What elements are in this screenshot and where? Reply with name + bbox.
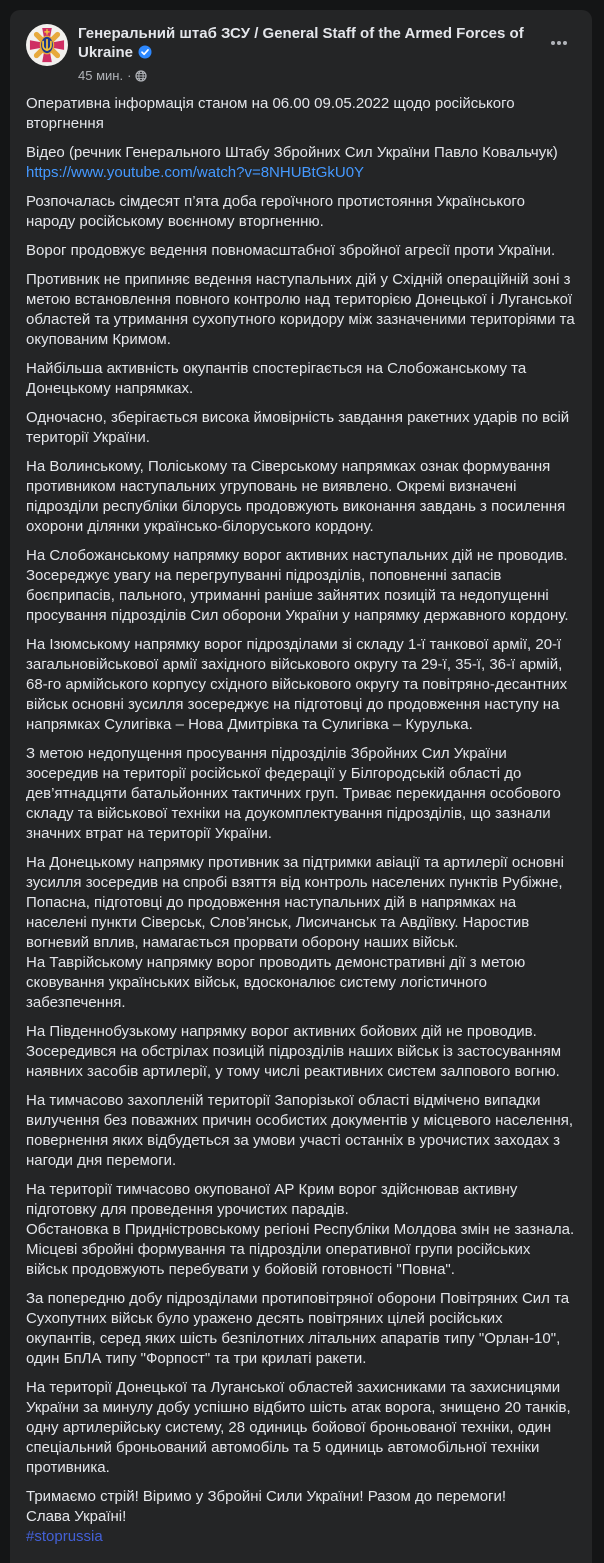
post-paragraph <box>26 1487 576 1547</box>
text-segment: На тимчасово захопленій території Запорізької області відмічено випадки вилучення без поважних причин особистих документів у місцевого населення, повернення яких відбудеться за умови участі останніх в урочистих заходах з нагоди дня перемоги. <box>26 1092 578 1169</box>
post-paragraph <box>26 241 576 261</box>
post-paragraph <box>26 457 576 537</box>
post-paragraph <box>26 408 576 448</box>
text-segment: Найбільша активність окупантів спостерігається на Слобожанському та Донецькому напрямках. <box>26 360 531 397</box>
post-paragraph <box>26 1289 576 1369</box>
text-segment: На Південнобузькому напрямку ворог активних бойових дій не проводив. Зосередився на обстрілах позицій підрозділів наших військ із застосуванням наявних засобів артилерії, у тому числі реактивних систем залпового вогню. <box>26 1023 566 1080</box>
facebook-post-card <box>10 10 592 1563</box>
text-segment: На території Донецької та Луганської областей захисниками та захисницями України за минулу добу успішно відбито шість атак ворога, знищено 20 танків, одну артилерійську систему, 28 одиниць бойової броньованої техніки, один спеціальний броньований автомобіль та 5 одиниць автомобільної техніки противника. <box>26 1379 575 1476</box>
post-header <box>10 10 592 88</box>
three-dots-icon <box>548 32 570 54</box>
post-meta-row <box>78 68 542 84</box>
text-segment: Одночасно, зберігається висока ймовірність завдання ракетних ударів по всій території України. <box>26 409 574 446</box>
page-name-link[interactable]: Генеральний штаб ЗСУ / General Staff of the Armed Forces of Ukraine <box>78 25 524 61</box>
globe-privacy-icon <box>135 70 147 82</box>
post-paragraph <box>26 635 576 735</box>
facebook-dark-page <box>0 10 604 1545</box>
text-segment: На території тимчасово окупованої АР Крим ворог здійснював активну підготовку для проведення урочистих парадів. <box>26 1181 522 1218</box>
hashtag-link[interactable]: #stoprussia <box>26 1528 103 1545</box>
post-paragraph <box>26 1091 576 1171</box>
text-segment: Відео (речник Генерального Штабу Збройних Сил України Павло Ковальчук) <box>26 144 558 161</box>
post-paragraph <box>26 359 576 399</box>
text-segment: За попередню добу підрозділами протиповітряної оборони Повітряних Сил та Сухопутних військ було уражено десять повітряних цілей російських окупантів, серед яких шість безпілотних літальних апаратів типу "Орлан-10", один БпЛА типу "Форпост" та три крилаті ракети. <box>26 1290 574 1367</box>
text-segment: Обстановка в Придністровському регіоні Республіки Молдова змін не зазнала. Місцеві збройні формування та підрозділи оперативної групи російських військ продовжують перебувати у бойовій готовності "Повна". <box>26 1221 579 1278</box>
text-segment: Противник не припиняє ведення наступальних дій у Східній операційній зоні з метою встановлення повного контролю над територією Донецької і Луганської областей та утримання сухопутного коридору між зазначеними територіями та окупованим Кримом. <box>26 271 579 348</box>
more-options-button[interactable] <box>542 26 576 60</box>
text-segment: Оперативна інформація станом на 06.00 09.05.2022 щодо російського вторгнення <box>26 95 519 132</box>
post-paragraph <box>26 1180 579 1280</box>
text-segment: На Таврійському напрямку ворог проводить демонстративні дії з метою сковування українських військ, вдосконалює систему логістичного забезпечення. <box>26 954 530 1011</box>
meta-separator: · <box>127 68 132 83</box>
post-paragraph <box>26 270 579 350</box>
post-paragraph <box>26 744 576 844</box>
post-paragraph <box>26 853 576 1013</box>
post-paragraph <box>26 546 576 626</box>
post-text-body <box>10 88 592 1563</box>
general-staff-emblem-icon <box>26 24 68 66</box>
youtube-link[interactable]: https://www.youtube.com/watch?v=8NHUBtGkU0Y <box>26 164 365 181</box>
text-segment: Розпочалась сімдесят п’ята доба героїчного протистояння Українського народу російському воєнному вторгненню. <box>26 193 530 230</box>
text-segment: З метою недопущення просування підрозділів Збройних Сил України зосередив на території російської федерації у Білгородській області до дев’ятнадцяти батальйонних тактичних груп. Триває перекидання особового складу та військової техніки на доукомплектування підрозділів, що зазнали значних втрат на території України. <box>26 745 566 842</box>
header-info <box>78 24 542 84</box>
post-paragraph <box>26 1378 576 1478</box>
text-segment: Ворог продовжує ведення повномасштабної збройної агресії проти України. <box>26 242 556 259</box>
text-segment: На Ізюмському напрямку ворог підрозділами зі складу 1-ї танкової армії, 20-ї загальновійськової армії західного військового округу та 29-ї, 35-ї, 36-ї армій, 68-го армійського корпусу східного військового округу та повітряно-десантних військ основні зусилля зосереджує на підготовці до продовження наступу на напрямках Сулигівка – Нова Дмитрівка та Сулигівка – Курулька. <box>26 636 572 733</box>
text-segment: Тримаємо стрій! Віримо у Збройні Сили України! Разом до перемоги! <box>26 1488 507 1505</box>
post-paragraph <box>26 1022 576 1082</box>
page-name-row <box>78 24 540 64</box>
post-paragraph <box>26 143 576 183</box>
page-avatar[interactable] <box>26 24 68 66</box>
post-paragraph <box>26 192 576 232</box>
text-segment: Слава Україні! <box>26 1508 127 1525</box>
verified-badge-icon <box>138 45 152 64</box>
post-paragraph <box>26 94 576 134</box>
text-segment: На Донецькому напрямку противник за підтримки авіації та артилерії основні зусилля зосередив на спробі взяття від контроль населених пунктів Рубіжне, Попасна, підготовці до продовження наступальних дій в напрямках на населені пункти Сіверськ, Слов’янськ, Лисичанськ та Авдіївку. Наростив вогневий вплив, намагається прорвати оборону наших військ. <box>26 854 569 951</box>
text-segment: На Слобожанському напрямку ворог активних наступальних дій не проводив. Зосереджує увагу на перегрупуванні підрозділів, поповненні запасів боєприпасів, пального, утриманні раніше зайнятих позицій та недопущенні просування підрозділів Сил оборони України у напрямку державного кордону. <box>26 547 572 624</box>
post-timestamp[interactable]: 45 мин. <box>78 68 124 83</box>
text-segment: На Волинському, Поліському та Сіверському напрямках ознак формування противником наступальних угруповань не виявлено. Окремі визначені підрозділи республіки білорусь продовжують виконання завдань з посилення охорони ділянки українсько-білоруського кордону. <box>26 458 570 535</box>
